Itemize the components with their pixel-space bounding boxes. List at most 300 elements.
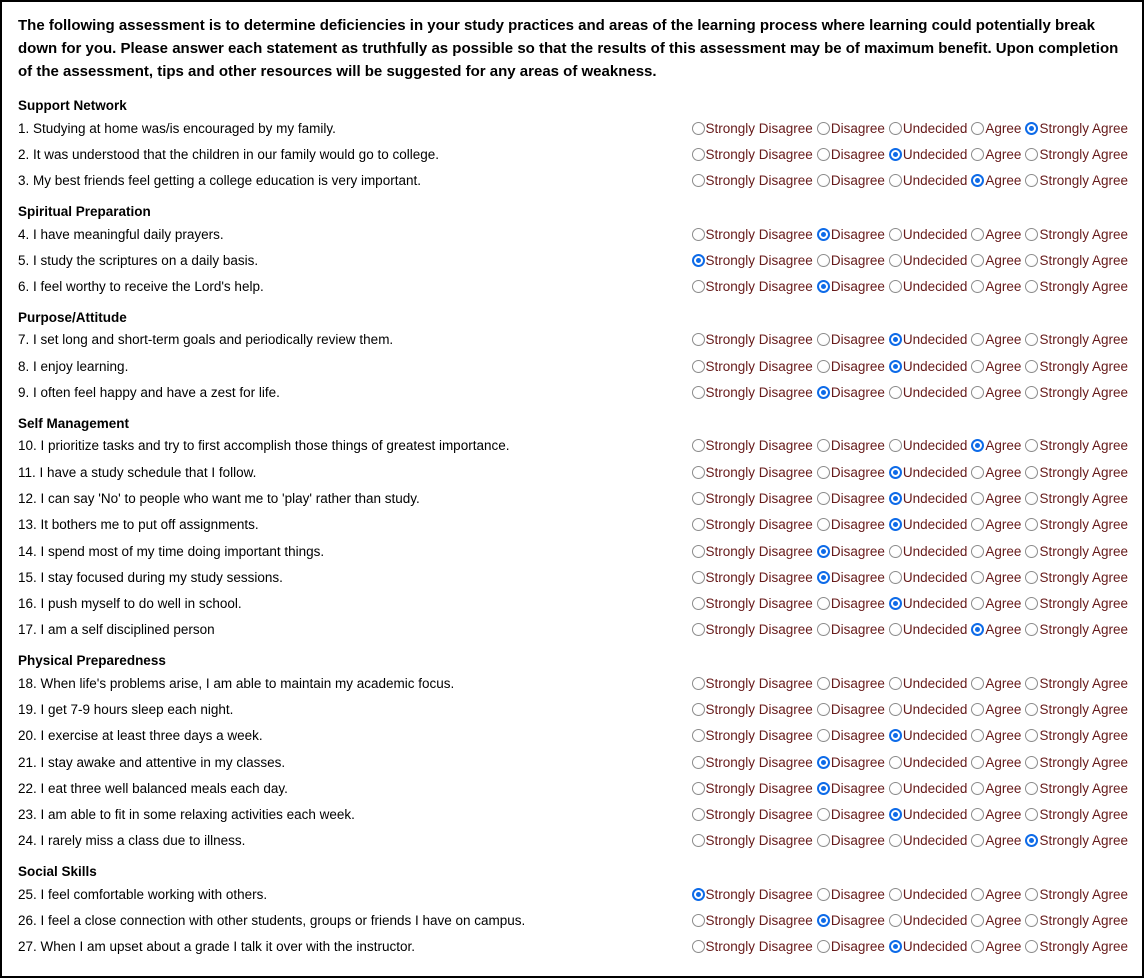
radio-strongly-agree[interactable]: [1025, 808, 1038, 821]
radio-option-label[interactable]: Strongly Disagree: [705, 173, 813, 189]
likert-option-strongly-agree[interactable]: [1025, 438, 1128, 453]
radio-strongly-disagree[interactable]: [692, 122, 705, 135]
likert-option-undecided[interactable]: [889, 491, 968, 506]
radio-agree-checked[interactable]: [971, 439, 984, 452]
likert-option-strongly-agree[interactable]: [1025, 359, 1128, 374]
likert-option-disagree[interactable]: [817, 359, 885, 374]
radio-undecided[interactable]: [889, 254, 902, 267]
likert-option-agree[interactable]: [971, 253, 1021, 268]
radio-agree-checked[interactable]: [971, 174, 984, 187]
likert-option-undecided[interactable]: [889, 833, 968, 848]
radio-option-label[interactable]: Disagree: [830, 701, 885, 717]
radio-option-label[interactable]: Strongly Agree: [1039, 517, 1128, 533]
radio-option-label[interactable]: Agree: [985, 833, 1022, 849]
radio-option-label[interactable]: Undecided: [902, 754, 968, 770]
radio-option-label[interactable]: Undecided: [902, 913, 968, 929]
radio-strongly-disagree[interactable]: [692, 729, 705, 742]
likert-option-undecided[interactable]: [889, 939, 968, 954]
likert-option-undecided[interactable]: [889, 332, 968, 347]
likert-option-strongly-disagree[interactable]: [692, 755, 813, 770]
radio-option-label[interactable]: Disagree: [830, 517, 885, 533]
radio-disagree[interactable]: [817, 492, 830, 505]
radio-option-label[interactable]: Agree: [985, 490, 1022, 506]
likert-option-agree[interactable]: [971, 491, 1021, 506]
radio-option-label[interactable]: Strongly Disagree: [705, 675, 813, 691]
radio-option-label[interactable]: Undecided: [902, 939, 968, 955]
radio-option-label[interactable]: Undecided: [902, 886, 968, 902]
radio-option-label[interactable]: Agree: [985, 886, 1022, 902]
likert-option-disagree[interactable]: [817, 755, 885, 770]
radio-option-label[interactable]: Strongly Agree: [1039, 252, 1128, 268]
likert-option-undecided[interactable]: [889, 676, 968, 691]
radio-option-label[interactable]: Strongly Agree: [1039, 596, 1128, 612]
likert-option-strongly-disagree[interactable]: [692, 544, 813, 559]
radio-agree[interactable]: [971, 254, 984, 267]
radio-strongly-disagree[interactable]: [692, 545, 705, 558]
radio-agree[interactable]: [971, 122, 984, 135]
radio-option-label[interactable]: Disagree: [830, 728, 885, 744]
radio-option-label[interactable]: Agree: [985, 913, 1022, 929]
radio-option-label[interactable]: Strongly Agree: [1039, 701, 1128, 717]
likert-option-agree[interactable]: [971, 781, 1021, 796]
likert-option-strongly-disagree[interactable]: [692, 173, 813, 188]
likert-option-agree[interactable]: [971, 332, 1021, 347]
radio-agree[interactable]: [971, 228, 984, 241]
likert-option-strongly-disagree[interactable]: [692, 807, 813, 822]
radio-strongly-agree[interactable]: [1025, 677, 1038, 690]
likert-option-strongly-disagree[interactable]: [692, 913, 813, 928]
radio-option-label[interactable]: Undecided: [902, 622, 968, 638]
radio-strongly-disagree[interactable]: [692, 677, 705, 690]
radio-option-label[interactable]: Disagree: [830, 569, 885, 585]
radio-strongly-disagree[interactable]: [692, 623, 705, 636]
radio-agree[interactable]: [971, 782, 984, 795]
likert-option-undecided[interactable]: [889, 913, 968, 928]
likert-option-strongly-disagree[interactable]: [692, 570, 813, 585]
likert-option-undecided[interactable]: [889, 147, 968, 162]
radio-option-label[interactable]: Strongly Agree: [1039, 728, 1128, 744]
radio-option-label[interactable]: Agree: [985, 622, 1022, 638]
radio-option-label[interactable]: Undecided: [902, 438, 968, 454]
radio-disagree[interactable]: [817, 466, 830, 479]
radio-option-label[interactable]: Undecided: [902, 780, 968, 796]
likert-option-strongly-disagree[interactable]: [692, 622, 813, 637]
radio-option-label[interactable]: Strongly Agree: [1039, 675, 1128, 691]
radio-option-label[interactable]: Undecided: [902, 675, 968, 691]
likert-option-agree[interactable]: [971, 279, 1021, 294]
radio-option-label[interactable]: Disagree: [830, 886, 885, 902]
likert-option-agree[interactable]: [971, 913, 1021, 928]
likert-option-strongly-agree[interactable]: [1025, 173, 1128, 188]
radio-option-label[interactable]: Disagree: [830, 146, 885, 162]
radio-option-label[interactable]: Agree: [985, 279, 1022, 295]
radio-disagree-checked[interactable]: [817, 545, 830, 558]
radio-undecided-checked[interactable]: [889, 597, 902, 610]
radio-undecided-checked[interactable]: [889, 360, 902, 373]
radio-strongly-disagree[interactable]: [692, 360, 705, 373]
radio-option-label[interactable]: Strongly Agree: [1039, 226, 1128, 242]
radio-strongly-agree[interactable]: [1025, 597, 1038, 610]
likert-option-disagree[interactable]: [817, 833, 885, 848]
radio-agree[interactable]: [971, 834, 984, 847]
radio-option-label[interactable]: Strongly Agree: [1039, 279, 1128, 295]
radio-option-label[interactable]: Strongly Disagree: [705, 701, 813, 717]
radio-disagree[interactable]: [817, 888, 830, 901]
radio-strongly-disagree[interactable]: [692, 174, 705, 187]
radio-disagree-checked[interactable]: [817, 386, 830, 399]
radio-option-label[interactable]: Undecided: [902, 701, 968, 717]
radio-option-label[interactable]: Disagree: [830, 332, 885, 348]
radio-agree[interactable]: [971, 466, 984, 479]
radio-option-label[interactable]: Undecided: [902, 490, 968, 506]
radio-undecided-checked[interactable]: [889, 466, 902, 479]
radio-option-label[interactable]: Disagree: [830, 120, 885, 136]
radio-option-label[interactable]: Undecided: [902, 120, 968, 136]
radio-agree[interactable]: [971, 386, 984, 399]
likert-option-strongly-agree[interactable]: [1025, 544, 1128, 559]
radio-strongly-agree[interactable]: [1025, 756, 1038, 769]
radio-option-label[interactable]: Agree: [985, 728, 1022, 744]
radio-undecided[interactable]: [889, 228, 902, 241]
radio-option-label[interactable]: Agree: [985, 939, 1022, 955]
radio-strongly-disagree[interactable]: [692, 703, 705, 716]
likert-option-undecided[interactable]: [889, 227, 968, 242]
likert-option-undecided[interactable]: [889, 517, 968, 532]
likert-option-strongly-agree[interactable]: [1025, 279, 1128, 294]
radio-option-label[interactable]: Disagree: [830, 939, 885, 955]
radio-disagree[interactable]: [817, 518, 830, 531]
radio-option-label[interactable]: Disagree: [830, 754, 885, 770]
radio-strongly-agree[interactable]: [1025, 466, 1038, 479]
likert-option-disagree[interactable]: [817, 121, 885, 136]
radio-undecided[interactable]: [889, 677, 902, 690]
radio-disagree[interactable]: [817, 333, 830, 346]
likert-option-strongly-agree[interactable]: [1025, 332, 1128, 347]
radio-agree[interactable]: [971, 280, 984, 293]
radio-option-label[interactable]: Strongly Agree: [1039, 886, 1128, 902]
likert-option-undecided[interactable]: [889, 807, 968, 822]
radio-undecided[interactable]: [889, 122, 902, 135]
likert-option-agree[interactable]: [971, 438, 1021, 453]
radio-option-label[interactable]: Strongly Disagree: [705, 807, 813, 823]
likert-option-strongly-agree[interactable]: [1025, 622, 1128, 637]
radio-undecided[interactable]: [889, 623, 902, 636]
radio-disagree[interactable]: [817, 174, 830, 187]
radio-strongly-disagree[interactable]: [692, 808, 705, 821]
likert-option-undecided[interactable]: [889, 544, 968, 559]
radio-option-label[interactable]: Disagree: [830, 833, 885, 849]
radio-strongly-agree[interactable]: [1025, 492, 1038, 505]
radio-agree[interactable]: [971, 360, 984, 373]
radio-strongly-agree[interactable]: [1025, 174, 1038, 187]
likert-option-undecided[interactable]: [889, 755, 968, 770]
radio-option-label[interactable]: Strongly Agree: [1039, 543, 1128, 559]
radio-disagree[interactable]: [817, 623, 830, 636]
likert-option-disagree[interactable]: [817, 253, 885, 268]
radio-undecided-checked[interactable]: [889, 148, 902, 161]
radio-strongly-agree[interactable]: [1025, 439, 1038, 452]
radio-option-label[interactable]: Strongly Disagree: [705, 146, 813, 162]
likert-option-undecided[interactable]: [889, 253, 968, 268]
likert-option-strongly-agree[interactable]: [1025, 887, 1128, 902]
likert-option-strongly-disagree[interactable]: [692, 465, 813, 480]
radio-undecided-checked[interactable]: [889, 729, 902, 742]
radio-strongly-disagree[interactable]: [692, 386, 705, 399]
radio-strongly-disagree[interactable]: [692, 756, 705, 769]
likert-option-strongly-agree[interactable]: [1025, 385, 1128, 400]
radio-undecided[interactable]: [889, 439, 902, 452]
radio-strongly-agree[interactable]: [1025, 518, 1038, 531]
radio-option-label[interactable]: Agree: [985, 701, 1022, 717]
radio-strongly-agree[interactable]: [1025, 360, 1038, 373]
radio-option-label[interactable]: Undecided: [902, 464, 968, 480]
radio-disagree-checked[interactable]: [817, 756, 830, 769]
likert-option-agree[interactable]: [971, 359, 1021, 374]
radio-strongly-disagree[interactable]: [692, 228, 705, 241]
radio-option-label[interactable]: Strongly Disagree: [705, 833, 813, 849]
radio-agree-checked[interactable]: [971, 623, 984, 636]
radio-option-label[interactable]: Disagree: [830, 279, 885, 295]
radio-strongly-agree[interactable]: [1025, 280, 1038, 293]
radio-option-label[interactable]: Strongly Disagree: [705, 385, 813, 401]
likert-option-disagree[interactable]: [817, 279, 885, 294]
radio-agree[interactable]: [971, 703, 984, 716]
radio-option-label[interactable]: Strongly Disagree: [705, 120, 813, 136]
likert-option-undecided[interactable]: [889, 173, 968, 188]
radio-strongly-disagree[interactable]: [692, 148, 705, 161]
likert-option-agree[interactable]: [971, 833, 1021, 848]
radio-agree[interactable]: [971, 545, 984, 558]
likert-option-undecided[interactable]: [889, 121, 968, 136]
radio-disagree-checked[interactable]: [817, 914, 830, 927]
radio-agree[interactable]: [971, 571, 984, 584]
radio-undecided[interactable]: [889, 571, 902, 584]
radio-option-label[interactable]: Disagree: [830, 226, 885, 242]
radio-option-label[interactable]: Disagree: [830, 807, 885, 823]
radio-option-label[interactable]: Strongly Agree: [1039, 913, 1128, 929]
radio-option-label[interactable]: Strongly Agree: [1039, 569, 1128, 585]
radio-strongly-agree[interactable]: [1025, 148, 1038, 161]
radio-option-label[interactable]: Disagree: [830, 913, 885, 929]
likert-option-strongly-disagree[interactable]: [692, 147, 813, 162]
radio-option-label[interactable]: Disagree: [830, 252, 885, 268]
likert-option-agree[interactable]: [971, 544, 1021, 559]
likert-option-disagree[interactable]: [817, 622, 885, 637]
radio-option-label[interactable]: Agree: [985, 807, 1022, 823]
radio-option-label[interactable]: Strongly Disagree: [705, 569, 813, 585]
radio-option-label[interactable]: Strongly Disagree: [705, 517, 813, 533]
likert-option-strongly-disagree[interactable]: [692, 359, 813, 374]
radio-strongly-disagree[interactable]: [692, 333, 705, 346]
likert-option-agree[interactable]: [971, 807, 1021, 822]
likert-option-strongly-disagree[interactable]: [692, 438, 813, 453]
radio-undecided[interactable]: [889, 782, 902, 795]
radio-disagree[interactable]: [817, 122, 830, 135]
likert-option-agree[interactable]: [971, 465, 1021, 480]
likert-option-strongly-agree[interactable]: [1025, 781, 1128, 796]
radio-option-label[interactable]: Strongly Disagree: [705, 939, 813, 955]
likert-option-strongly-disagree[interactable]: [692, 781, 813, 796]
radio-option-label[interactable]: Agree: [985, 754, 1022, 770]
radio-option-label[interactable]: Strongly Disagree: [705, 622, 813, 638]
likert-option-strongly-disagree[interactable]: [692, 279, 813, 294]
radio-strongly-disagree[interactable]: [692, 571, 705, 584]
radio-agree[interactable]: [971, 808, 984, 821]
radio-option-label[interactable]: Undecided: [902, 252, 968, 268]
likert-option-disagree[interactable]: [817, 676, 885, 691]
radio-option-label[interactable]: Undecided: [902, 226, 968, 242]
likert-option-disagree[interactable]: [817, 570, 885, 585]
radio-disagree[interactable]: [817, 439, 830, 452]
radio-strongly-disagree-checked[interactable]: [692, 888, 705, 901]
radio-disagree-checked[interactable]: [817, 571, 830, 584]
likert-option-strongly-agree[interactable]: [1025, 596, 1128, 611]
likert-option-disagree[interactable]: [817, 147, 885, 162]
radio-strongly-agree[interactable]: [1025, 703, 1038, 716]
radio-option-label[interactable]: Strongly Agree: [1039, 173, 1128, 189]
radio-strongly-disagree-checked[interactable]: [692, 254, 705, 267]
radio-option-label[interactable]: Disagree: [830, 780, 885, 796]
likert-option-undecided[interactable]: [889, 279, 968, 294]
likert-option-agree[interactable]: [971, 887, 1021, 902]
radio-option-label[interactable]: Strongly Disagree: [705, 780, 813, 796]
radio-option-label[interactable]: Strongly Agree: [1039, 807, 1128, 823]
radio-option-label[interactable]: Strongly Agree: [1039, 438, 1128, 454]
likert-option-disagree[interactable]: [817, 781, 885, 796]
radio-undecided-checked[interactable]: [889, 808, 902, 821]
likert-option-undecided[interactable]: [889, 702, 968, 717]
radio-agree[interactable]: [971, 492, 984, 505]
radio-option-label[interactable]: Disagree: [830, 543, 885, 559]
likert-option-strongly-disagree[interactable]: [692, 728, 813, 743]
likert-option-agree[interactable]: [971, 622, 1021, 637]
likert-option-disagree[interactable]: [817, 807, 885, 822]
radio-option-label[interactable]: Strongly Agree: [1039, 358, 1128, 374]
radio-agree[interactable]: [971, 148, 984, 161]
radio-option-label[interactable]: Disagree: [830, 464, 885, 480]
likert-option-undecided[interactable]: [889, 781, 968, 796]
likert-option-disagree[interactable]: [817, 913, 885, 928]
radio-disagree[interactable]: [817, 597, 830, 610]
radio-option-label[interactable]: Strongly Agree: [1039, 939, 1128, 955]
likert-option-agree[interactable]: [971, 702, 1021, 717]
radio-option-label[interactable]: Disagree: [830, 622, 885, 638]
radio-undecided[interactable]: [889, 888, 902, 901]
radio-option-label[interactable]: Strongly Disagree: [705, 358, 813, 374]
likert-option-strongly-agree[interactable]: [1025, 755, 1128, 770]
likert-option-disagree[interactable]: [817, 438, 885, 453]
radio-strongly-disagree[interactable]: [692, 782, 705, 795]
radio-option-label[interactable]: Disagree: [830, 490, 885, 506]
radio-disagree-checked[interactable]: [817, 228, 830, 241]
radio-option-label[interactable]: Strongly Disagree: [705, 226, 813, 242]
radio-option-label[interactable]: Undecided: [902, 543, 968, 559]
radio-undecided[interactable]: [889, 174, 902, 187]
likert-option-undecided[interactable]: [889, 385, 968, 400]
likert-option-disagree[interactable]: [817, 173, 885, 188]
radio-option-label[interactable]: Undecided: [902, 279, 968, 295]
radio-undecided-checked[interactable]: [889, 333, 902, 346]
radio-undecided[interactable]: [889, 834, 902, 847]
likert-option-strongly-agree[interactable]: [1025, 147, 1128, 162]
likert-option-agree[interactable]: [971, 385, 1021, 400]
likert-option-strongly-agree[interactable]: [1025, 121, 1128, 136]
likert-option-strongly-agree[interactable]: [1025, 939, 1128, 954]
likert-option-strongly-agree[interactable]: [1025, 807, 1128, 822]
likert-option-strongly-agree[interactable]: [1025, 517, 1128, 532]
radio-option-label[interactable]: Agree: [985, 120, 1022, 136]
likert-option-disagree[interactable]: [817, 596, 885, 611]
radio-disagree[interactable]: [817, 703, 830, 716]
radio-disagree[interactable]: [817, 254, 830, 267]
likert-option-disagree[interactable]: [817, 702, 885, 717]
likert-option-disagree[interactable]: [817, 332, 885, 347]
radio-option-label[interactable]: Strongly Agree: [1039, 754, 1128, 770]
radio-option-label[interactable]: Agree: [985, 385, 1022, 401]
likert-option-strongly-agree[interactable]: [1025, 676, 1128, 691]
radio-option-label[interactable]: Agree: [985, 675, 1022, 691]
radio-option-label[interactable]: Undecided: [902, 332, 968, 348]
radio-option-label[interactable]: Undecided: [902, 358, 968, 374]
radio-option-label[interactable]: Strongly Disagree: [705, 464, 813, 480]
radio-strongly-disagree[interactable]: [692, 492, 705, 505]
likert-option-strongly-agree[interactable]: [1025, 833, 1128, 848]
radio-disagree-checked[interactable]: [817, 782, 830, 795]
radio-option-label[interactable]: Agree: [985, 464, 1022, 480]
likert-option-strongly-disagree[interactable]: [692, 253, 813, 268]
radio-option-label[interactable]: Agree: [985, 543, 1022, 559]
radio-option-label[interactable]: Agree: [985, 517, 1022, 533]
radio-strongly-agree[interactable]: [1025, 782, 1038, 795]
radio-option-label[interactable]: Undecided: [902, 569, 968, 585]
likert-option-strongly-disagree[interactable]: [692, 887, 813, 902]
radio-option-label[interactable]: Strongly Agree: [1039, 332, 1128, 348]
radio-undecided[interactable]: [889, 545, 902, 558]
radio-strongly-agree[interactable]: [1025, 571, 1038, 584]
radio-option-label[interactable]: Strongly Disagree: [705, 438, 813, 454]
radio-agree[interactable]: [971, 333, 984, 346]
radio-strongly-agree[interactable]: [1025, 888, 1038, 901]
likert-option-agree[interactable]: [971, 227, 1021, 242]
likert-option-agree[interactable]: [971, 121, 1021, 136]
likert-option-agree[interactable]: [971, 517, 1021, 532]
radio-undecided[interactable]: [889, 386, 902, 399]
likert-option-agree[interactable]: [971, 755, 1021, 770]
radio-disagree[interactable]: [817, 834, 830, 847]
radio-strongly-disagree[interactable]: [692, 518, 705, 531]
likert-option-agree[interactable]: [971, 570, 1021, 585]
radio-option-label[interactable]: Strongly Agree: [1039, 780, 1128, 796]
radio-strongly-agree-checked[interactable]: [1025, 122, 1038, 135]
radio-disagree[interactable]: [817, 729, 830, 742]
likert-option-strongly-disagree[interactable]: [692, 596, 813, 611]
radio-option-label[interactable]: Agree: [985, 780, 1022, 796]
radio-option-label[interactable]: Strongly Disagree: [705, 596, 813, 612]
likert-option-strongly-agree[interactable]: [1025, 465, 1128, 480]
likert-option-undecided[interactable]: [889, 728, 968, 743]
radio-option-label[interactable]: Agree: [985, 596, 1022, 612]
radio-option-label[interactable]: Strongly Disagree: [705, 279, 813, 295]
radio-option-label[interactable]: Disagree: [830, 596, 885, 612]
radio-strongly-disagree[interactable]: [692, 834, 705, 847]
radio-option-label[interactable]: Undecided: [902, 728, 968, 744]
radio-disagree[interactable]: [817, 940, 830, 953]
likert-option-disagree[interactable]: [817, 465, 885, 480]
radio-undecided-checked[interactable]: [889, 492, 902, 505]
radio-undecided-checked[interactable]: [889, 940, 902, 953]
likert-option-disagree[interactable]: [817, 887, 885, 902]
likert-option-agree[interactable]: [971, 939, 1021, 954]
